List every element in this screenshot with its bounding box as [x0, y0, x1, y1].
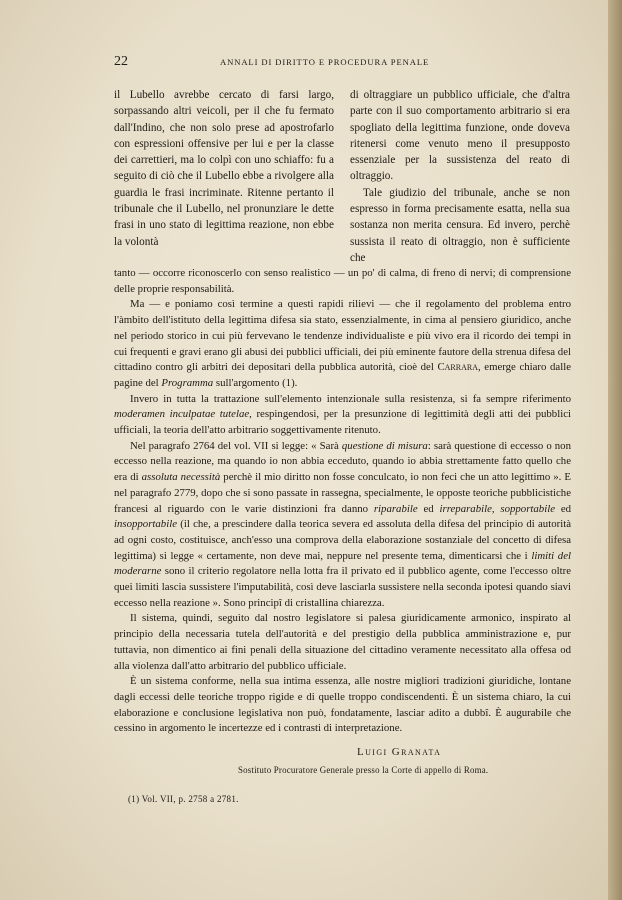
body-p4-f: (il che, a prescindere dalla teorica severa ed assoluta della difesa del principio di autorità ad ogni costo, costituisce, anch'esso una comprova della elaborazione sostanziale del concetto di difesa legittima) si legge « certamente, non deve mai, neppure nel presente tema, dimenticarsi che i: [114, 518, 571, 562]
body-p3-a: Invero in tutta la trattazione sull'elemento intenzionale sulla resistenza, si fa sempre riferimento: [130, 392, 571, 405]
body-paragraph-2: [114, 297, 571, 391]
signature-title: Sostituto Procuratore Generale presso la Corte di appello di Roma.: [238, 765, 489, 775]
book-title-programma: Programma: [161, 376, 214, 389]
body-p4-i1: questione di misura: [341, 439, 428, 452]
body-paragraph-1: tanto — occorre riconoscerlo con senso realistico — un po' di calma, di freno di nervi; di comprensione delle proprie responsabilità.: [114, 267, 571, 295]
body-p3-b: , respingendosi, per la presunzione di legittimità degli atti dei pubblici ufficiali, la teoria dell'atto arbitrario soggettivamente ritenuto.: [114, 408, 571, 437]
body-p2-end: sull'argomento (1).: [213, 376, 298, 389]
left-column-paragraph: il Lubello avrebbe cercato di farsi largo, sorpassando altri veicoli, per il che fu fermato dall'Indino, che non solo prese ad apostrofarlo con espressioni offensive per lui e per la classe dei carrettieri, ma lo colpì con uno schiaffo: fu a seguito di ciò che il Lubello ebbe a rivolgere alla guardia le frasi incriminate. Ritenne pertanto il tribunale che il Lubello, nel pronunziare le dette frasi in uno stato di legittima reazione, non ebbe la volontà: [114, 89, 334, 248]
body-p4-i5: insopportabile: [114, 518, 177, 531]
body-p3-italic: moderamen inculpatae tutelae: [114, 408, 250, 421]
page-number: 22: [114, 54, 128, 69]
page-header: [114, 54, 570, 72]
body-p4-a: Nel paragrafo 2764 del vol. VII si legge: « Sarà: [130, 439, 342, 452]
body-paragraph-5: Il sistema, quindi, seguìto dal nostro legislatore si palesa giuridicamente armonico, inspirato al principio della necessaria tutela dell'autorità e del prestigio della pubblica amministrazione e, pur tuttavia, non dimentico ai fini penali della situazione del cittadino veramente necessitato alla offesa od alla violenza dall'atto arbitrario del pubblico ufficiale.: [114, 612, 571, 672]
body-paragraph-4: [114, 439, 571, 612]
body-p4-i4: irreparabile, sopportabile: [439, 502, 555, 515]
body-p4-e: ed: [555, 502, 572, 515]
body-p4-g: sono il criterio regolatore nella lotta fra il privato ed il pubblico agente, come l'eccesso oltre quei limiti lascia sussistere l'imputabilità, così deve lasciarla sussistere nella seconda ipotesi quando siavi eccesso nella reazione ». Sono principî di cristallina chiarezza.: [114, 565, 571, 609]
right-column-paragraph-1: di oltraggiare un pubblico ufficiale, che d'altra parte con il suo comportamento arbitrario si era spogliato della legittima funzione, onde doveva ritenersi come venuto meno il presupposto essenziale per la sussistenza del reato di oltraggio.: [350, 89, 570, 183]
body-p4-i2: assoluta necessità: [141, 471, 221, 484]
body-p4-i3: riparabile: [373, 502, 418, 515]
author-name-carrara: Carrara: [437, 361, 478, 374]
body-p2-mid: , emerge chiaro dalle pagine del: [114, 361, 571, 389]
page-spine-shadow: [608, 0, 622, 900]
body-p4-d: ed: [417, 502, 440, 515]
right-column-paragraph-2: Tale giudizio del tribunale, anche se non espresso in forma precisamente esatta, nella sua sostanza non merita censura. Ed invero, perchè sussista il reato di oltraggio, non è sufficiente che: [350, 186, 570, 264]
body-p4-b: : sarà questione di eccesso o non eccesso nella reazione, ma quando io non abbia ecceduto, quando io abbia strettamente fatto quello che era di: [114, 439, 571, 484]
signature-name: Luigi Granata: [357, 746, 442, 758]
footnote: (1) Vol. VII, p. 2758 a 2781.: [128, 794, 239, 804]
body-p2-text: Ma — e poniamo così termine a questi rapidi rilievi — che il regolamento del problema entro l'àmbito dell'istituto della legittima difesa sia stato, essenzialmente, in cima al pensiero giuridico, anche nel periodo storico in cui più fervevano le tendenze individualiste e più vivo era il ricordo dei tempi in cui frequenti e gravi erano gli abusi dei pubblici ufficiali, dei più eminente fautore della strenua difesa del cittadino contro gli arbitri dei depositari della pubblica autorità, cioè del: [114, 298, 571, 374]
body-p4-i6: limiti del moderarne: [114, 549, 571, 578]
main-text: [114, 266, 571, 737]
body-p4-c: perchè il mio diritto non fosse conculcato, io non feci che un atto legittimo ». E nel paragrafo 2779, dopo che si sono passate in rassegna, specialmente, le opposte teoriche pubblicistiche francesi al riguardo con le varie distinzioni fra danno: [114, 471, 571, 515]
right-column: [350, 87, 570, 266]
body-paragraph-6: È un sistema conforme, nella sua intima essenza, alle nostre migliori tradizioni giuridiche, lontane dagli eccessi delle teoriche troppo rigide e di quelle troppo condiscendenti. È un sistema chiaro, la cui elaborazione e conclusione legislativa non può, fondatamente, lasciar adito a dubbî. È augurabile che cessino in argomento le incertezze ed i contrasti di interpretazione.: [114, 675, 571, 735]
body-paragraph-3: [114, 392, 571, 439]
running-head: ANNALI DI DIRITTO E PROCEDURA PENALE: [220, 57, 430, 67]
left-column: [114, 87, 334, 250]
